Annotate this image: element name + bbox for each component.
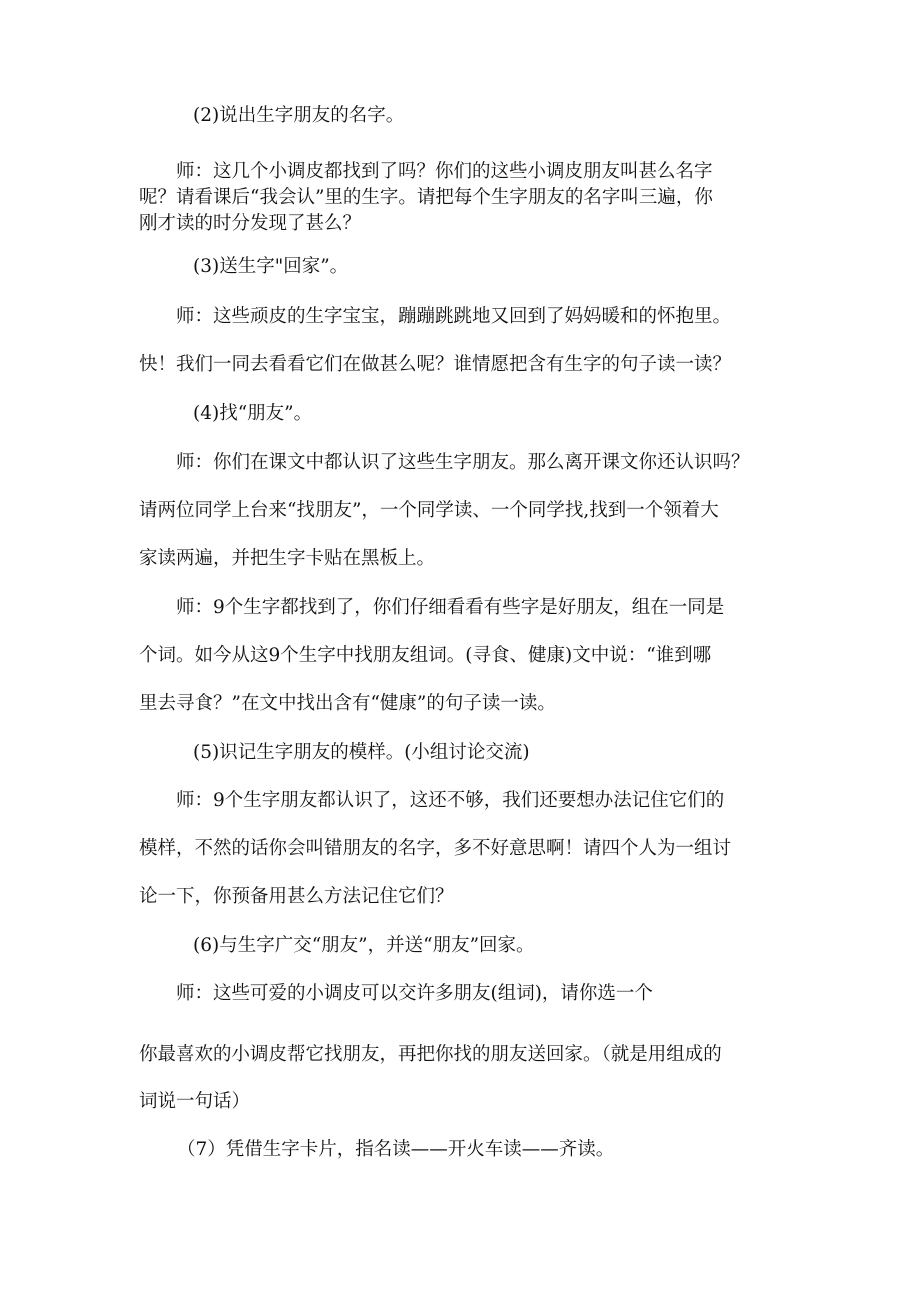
text-line: (6)与生字广交“朋友”，并送“朋友”回家。 (193, 935, 535, 956)
text-line: 呢？请看课后“我会认”里的生字。请把每个生字朋友的名字叫三遍，你 (139, 187, 713, 208)
text-line: 词说一句话） (139, 1091, 251, 1112)
text-line: （7）凭借生字卡片，指名读——开火车读——齐读。 (177, 1139, 615, 1160)
text-line: 家读两遍，并把生字卡贴在黑板上。 (139, 548, 436, 569)
text-line: (3)送生字"回家”。 (193, 256, 349, 277)
text-line: 师：这几个小调皮都找到了吗？你们的这些小调皮朋友叫甚么名字 (176, 161, 713, 182)
text-line: 快！我们一同去看看它们在做甚么呢？谁情愿把含有生字的句子读一读？ (139, 354, 732, 375)
text-line: 师：这些可爱的小调皮可以交许多朋友(组词)，请你选一个 (176, 983, 653, 1004)
text-line: 师：你们在课文中都认识了这些生字朋友。那么离开课文你还认识吗？ (176, 452, 750, 473)
text-line: 师：9个生字都找到了，你们仔细看看有些字是好朋友，组在一同是 (176, 597, 725, 618)
text-line: 师：这些顽皮的生字宝宝，蹦蹦跳跳地又回到了妈妈暖和的怀抱里。 (176, 306, 732, 327)
text-line: (5)识记生字朋友的模样。(小组讨论交流) (193, 742, 530, 763)
text-line: 模样，不然的话你会叫错朋友的名字，多不好意思啊！请四个人为一组讨 (139, 838, 732, 859)
text-line: 里去寻食？”在文中找出含有“健康”的句子读一读。 (139, 693, 556, 714)
text-line: 师：9个生字朋友都认识了，这还不够，我们还要想办法记住它们的 (176, 790, 725, 811)
text-line: 论一下，你预备用甚么方法记住它们？ (139, 886, 454, 907)
text-line: 个词。如今从这9个生字中找朋友组词。(寻食、健康)文中说：“谁到哪 (139, 645, 712, 666)
text-line: 请两位同学上台来“找朋友”，一个同学读、一个同学找,找到一个领着大 (139, 500, 719, 521)
text-line: 你最喜欢的小调皮帮它找朋友，再把你找的朋友送回家。（就是用组成的 (139, 1044, 722, 1065)
text-line: (2)说出生字朋友的名字。 (193, 105, 405, 126)
text-line: (4)找“朋友”。 (193, 403, 313, 424)
text-line: 刚才读的时分发现了甚么？ (139, 213, 362, 234)
